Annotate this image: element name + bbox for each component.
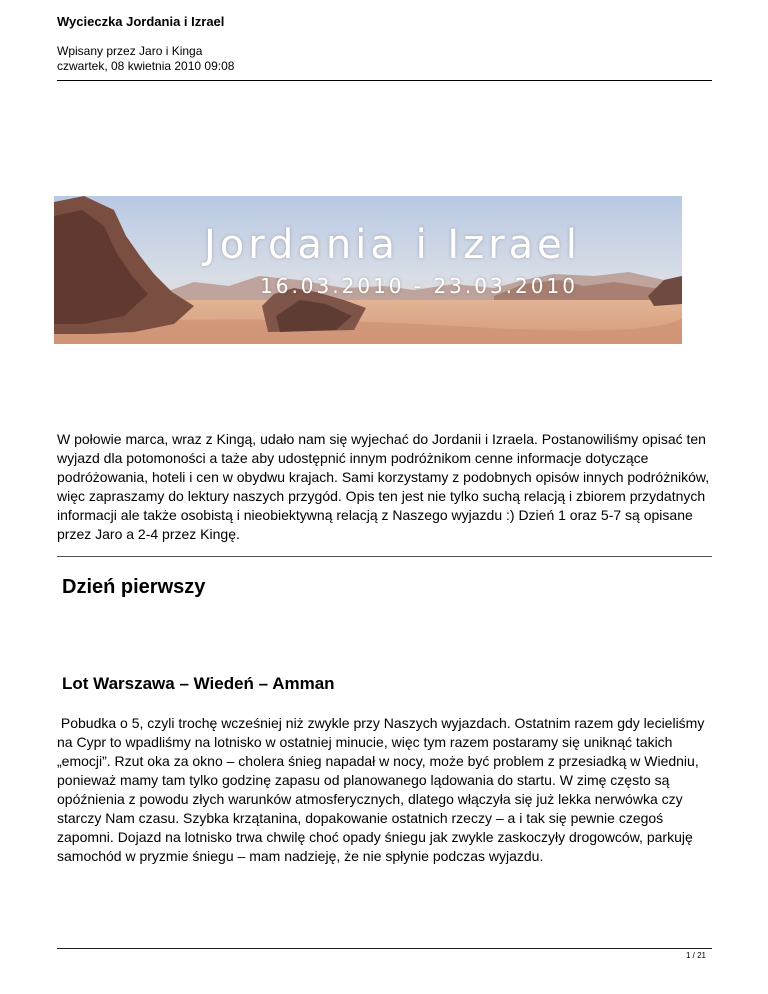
desert-landscape-image <box>54 196 682 344</box>
document-title: Wycieczka Jordania i Izrael <box>57 14 225 29</box>
footer-rule <box>57 948 712 949</box>
body-paragraph <box>57 714 717 866</box>
page-number: 1 / 21 <box>685 951 706 960</box>
author-line: Wpisany przez Jaro i Kinga <box>57 44 203 58</box>
intro-paragraph: W połowie marca, wraz z Kingą, udało nam się wyjechać do Jordanii i Izraela. Postanowiliśmy opisać ten wyjazd dla potomoności a taże aby udostępnić innym podróżnikom cenne informacje dotyczące podróżowania, hoteli i cen w obydwu krajach. Sami korzystamy z podobnych opisów innych podróżników, więc zapraszamy do lektury naszych przygód. Opis ten jest nie tylko suchą relacją i zbiorem przydatnych informacji ale także osobistą i nieobiektywną relacją z Naszego wyjazdu :) Dzień 1 oraz 5-7 są opisane przez Jaro a 2-4 przez Kingę. <box>57 431 710 542</box>
section-heading: Dzień pierwszy <box>62 576 206 598</box>
section-rule <box>57 556 712 557</box>
banner-image <box>54 196 682 344</box>
byline <box>57 44 234 74</box>
banner-title: Jordania i Izrael <box>204 222 581 268</box>
date-line: czwartek, 08 kwietnia 2010 09:08 <box>57 59 235 73</box>
body-text: Pobudka o 5, czyli trochę wcześniej niż zwykle przy Naszych wyjazdach. Ostatnim razem gdy lecieliśmy na Cypr to wpadliśmy na lotnisko w ostatniej minucie, więc tym razem postaramy się uniknąć takich „emocji”. Rzut oka za okno – cholera śnieg napadał w nocy, może być problem z przesiadką w Wiedniu, ponieważ mamy tam tylko godzinę zapasu od planowanego lądowania do startu. W zimę często są opóźnienia z powodu złych warunków atmosferycznych, dlatego włączyła się już lekka nerwówka czy starczy Nam czasu. Szybka krzątanina, dopakowanie ostatnich rzeczy – a i tak się pewnie czegoś zapomni. Dojazd na lotnisko trwa chwilę choć opady śniegu jak zwykle zaskoczyły drogowców, parkuję samochód w pryzmie śniegu – mam nadzieję, że nie spłynie podczas wyjazdu. <box>57 715 705 864</box>
banner-dates: 16.03.2010 - 23.03.2010 <box>260 274 578 298</box>
header-rule <box>57 80 712 81</box>
subsection-heading: Lot Warszawa – Wiedeń – Amman <box>62 674 335 693</box>
